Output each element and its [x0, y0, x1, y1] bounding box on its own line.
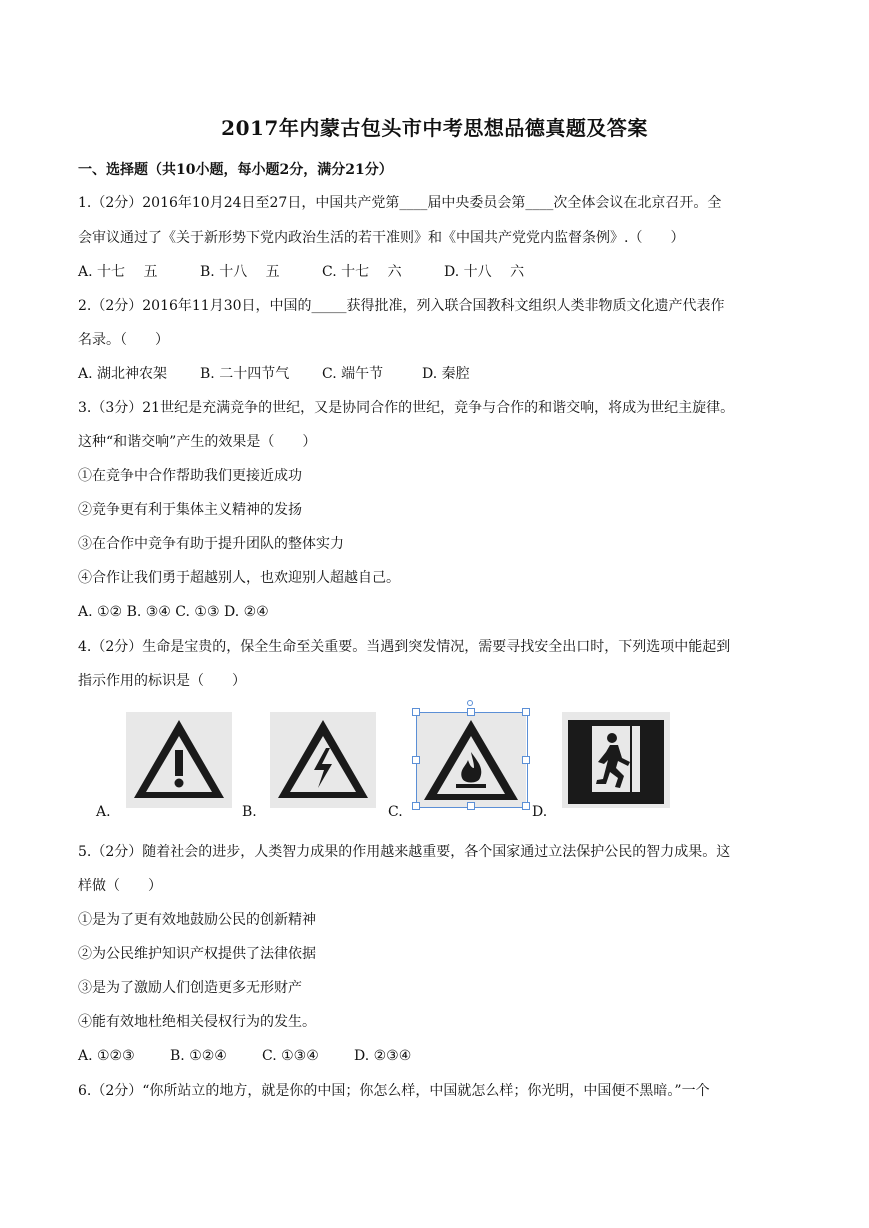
question-5-item-2: ②为公民维护知识产权提供了法律依据: [78, 946, 316, 962]
option-b-label: B.: [242, 804, 257, 820]
question-2-text-cont: 名录。（ ）: [78, 332, 169, 348]
question-5-text-cont: 样做（ ）: [78, 878, 162, 894]
question-6-text: 6.（2分）“你所站立的地方，就是你的中国；你怎么样，中国就怎么样；你光明，中国便不黑暗。”一个: [78, 1083, 710, 1099]
resize-handle[interactable]: [522, 756, 530, 764]
resize-handle[interactable]: [467, 802, 475, 810]
option-a[interactable]: A. ①②③: [78, 1048, 135, 1064]
question-3-item-4: ④合作让我们勇于超越别人，也欢迎别人超越自己。: [78, 570, 400, 586]
electric-shock-icon[interactable]: [270, 712, 376, 808]
section-heading: 一、选择题（共10小题，每小题2分，满分21分）: [78, 162, 393, 178]
question-5-options: [78, 1046, 798, 1066]
question-3-item-1: ①在竞争中合作帮助我们更接近成功: [78, 468, 302, 484]
question-1-options: [78, 262, 798, 282]
option-a-label: A.: [96, 804, 111, 820]
question-4-text-cont: 指示作用的标识是（ ）: [78, 673, 246, 689]
resize-handle[interactable]: [467, 708, 475, 716]
question-5-item-4: ④能有效地杜绝相关侵权行为的发生。: [78, 1014, 316, 1030]
question-5-text: 5.（2分）随着社会的进步，人类智力成果的作用越来越重要，各个国家通过立法保护公民的智力成果。这: [78, 844, 731, 860]
emergency-exit-icon[interactable]: [562, 712, 670, 808]
image-selection-frame[interactable]: [416, 712, 528, 808]
resize-handle[interactable]: [412, 802, 420, 810]
resize-handle[interactable]: [412, 708, 420, 716]
question-2-text: 2.（2分）2016年11月30日，中国的_____获得批准，列入联合国教科文组织人类非物质文化遗产代表作: [78, 298, 725, 314]
option-b[interactable]: B. ①②④: [170, 1048, 227, 1064]
question-5-item-1: ①是为了更有效地鼓励公民的创新精神: [78, 912, 316, 928]
option-b[interactable]: B. 二十四节气: [200, 366, 290, 382]
question-3-text: 3.（3分）21世纪是充满竞争的世纪，又是协同合作的世纪，竞争与合作的和谐交响，将成为世纪主旋律。: [78, 400, 735, 416]
question-4-sign-options: [96, 708, 696, 820]
resize-handle[interactable]: [522, 802, 530, 810]
question-5-item-3: ③是为了激励人们创造更多无形财产: [78, 980, 302, 996]
question-3-text-cont: 这种“和谐交响”产生的效果是（ ）: [78, 434, 317, 450]
question-3-item-3: ③在合作中竞争有助于提升团队的整体实力: [78, 536, 344, 552]
question-1-text-cont: 会审议通过了《关于新形势下党内政治生活的若干准则》和《中国共产党党内监督条例》.（ ）: [78, 230, 685, 246]
option-a[interactable]: A. 湖北神农架: [78, 366, 168, 382]
resize-handle[interactable]: [412, 756, 420, 764]
resize-handle[interactable]: [522, 708, 530, 716]
option-c[interactable]: C. 十七 六: [322, 264, 402, 280]
option-c[interactable]: C. ①③④: [262, 1048, 319, 1064]
option-d[interactable]: D. ②③④: [354, 1048, 412, 1064]
warning-exclamation-icon[interactable]: [126, 712, 232, 808]
option-d-label: D.: [532, 804, 548, 820]
option-b[interactable]: B. 十八 五: [200, 264, 280, 280]
option-d[interactable]: D. 秦腔: [422, 366, 470, 382]
rotate-handle[interactable]: [467, 700, 473, 706]
page-title: 2017年内蒙古包头市中考思想品德真题及答案: [221, 116, 648, 140]
question-4-text: 4.（2分）生命是宝贵的，保全生命至关重要。当遇到突发情况，需要寻找安全出口时，下列选项中能起到: [78, 639, 731, 655]
question-3-options[interactable]: A. ①② B. ③④ C. ①③ D. ②④: [78, 604, 269, 620]
option-a[interactable]: A. 十七 五: [78, 264, 158, 280]
option-c[interactable]: C. 端午节: [322, 366, 384, 382]
question-3-item-2: ②竞争更有利于集体主义精神的发扬: [78, 502, 302, 518]
option-d[interactable]: D. 十八 六: [444, 264, 525, 280]
question-2-options: [78, 364, 798, 384]
question-1-text: 1.（2分）2016年10月24日至27日，中国共产党第____届中央委员会第____次全体会议在北京召开。全: [78, 195, 722, 211]
option-c-label: C.: [388, 804, 403, 820]
